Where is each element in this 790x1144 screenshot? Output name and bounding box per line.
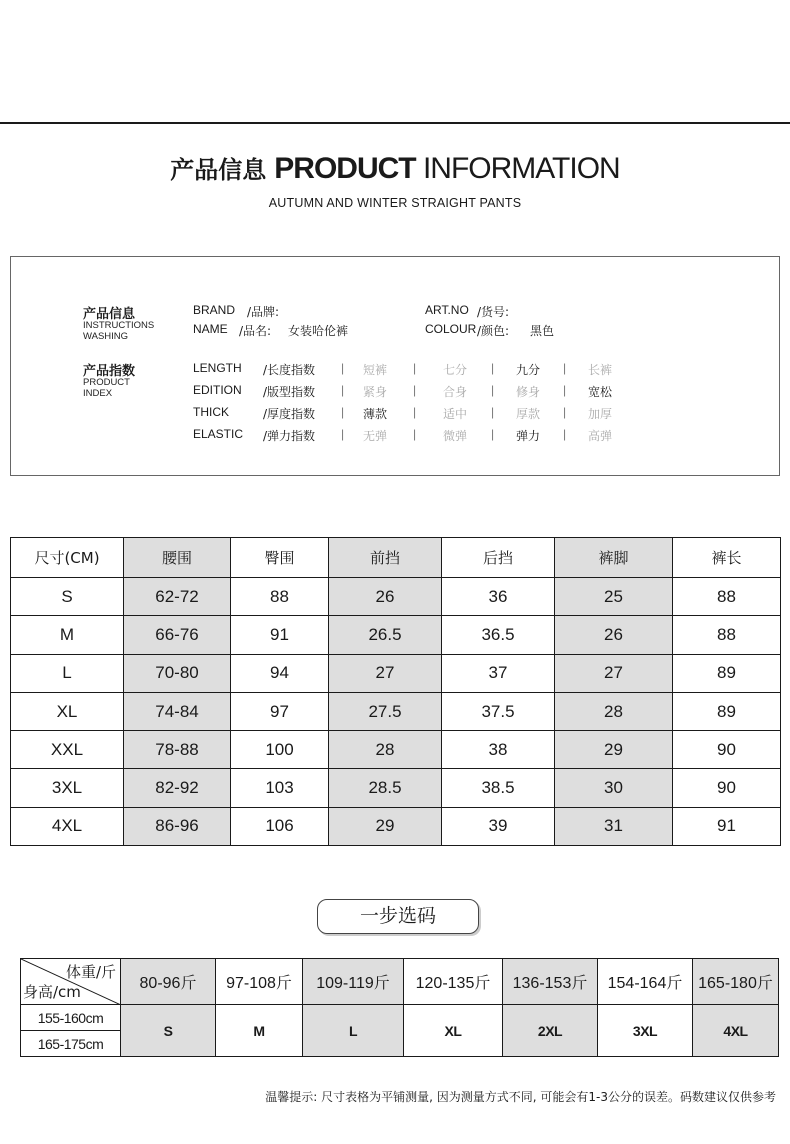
measure-cell: 100 <box>231 731 329 769</box>
size-label-cell: XL <box>11 692 124 730</box>
index-option-selected: 薄款 <box>363 407 388 421</box>
title-cn: 产品信息 <box>170 156 267 184</box>
product-info-box <box>10 256 780 476</box>
measure-cell: 97 <box>231 692 329 730</box>
measure-cell: 89 <box>673 654 781 692</box>
measure-cell: 90 <box>673 731 781 769</box>
brand-cn: /品牌: <box>247 305 280 319</box>
header-cell: 腰围 <box>124 538 231 578</box>
measure-cell: 88 <box>673 616 781 654</box>
recommended-size-cell: L <box>303 1005 404 1057</box>
height-cell: 165-175cm <box>21 1031 121 1057</box>
artno-cn: /货号: <box>477 305 510 319</box>
index-separator: | <box>491 383 495 397</box>
measure-cell: 74-84 <box>124 692 231 730</box>
section-info-en2: WASHING <box>83 331 129 342</box>
index-label-cn: /版型指数 <box>263 385 316 399</box>
index-separator: | <box>341 427 345 441</box>
name-label: NAME <box>193 322 228 336</box>
measure-cell: 91 <box>231 616 329 654</box>
measure-cell: 88 <box>231 578 329 616</box>
index-option: 高弹 <box>588 429 613 443</box>
measure-cell: 31 <box>555 807 673 845</box>
measure-cell: 62-72 <box>124 578 231 616</box>
measure-cell: 78-88 <box>124 731 231 769</box>
index-label-en: LENGTH <box>193 361 242 375</box>
name-cn: /品名: <box>239 324 272 338</box>
index-label-en: THICK <box>193 405 229 419</box>
table-row <box>11 692 781 730</box>
index-option: 微弹 <box>443 429 468 443</box>
measurement-note: 温馨提示: 尺寸表格为平铺测量, 因为测量方式不同, 可能会有1-3公分的误差。码数建议仅供参考 <box>265 1090 776 1104</box>
index-option: 加厚 <box>588 407 613 421</box>
table-row <box>11 769 781 807</box>
measure-cell: 91 <box>673 807 781 845</box>
size-label-cell: L <box>11 654 124 692</box>
table-row <box>11 807 781 845</box>
header-cell: 后挡 <box>442 538 555 578</box>
recommended-size-cell: 2XL <box>503 1005 598 1057</box>
index-option: 适中 <box>443 407 468 421</box>
artno-label: ART.NO <box>425 303 469 317</box>
measure-cell: 28 <box>555 692 673 730</box>
page-subtitle: AUTUMN AND WINTER STRAIGHT PANTS <box>268 196 522 210</box>
index-separator: | <box>413 405 417 419</box>
brand-label: BRAND <box>193 303 236 317</box>
size-label-cell: 4XL <box>11 807 124 845</box>
index-separator: | <box>491 427 495 441</box>
header-cell: 裤脚 <box>555 538 673 578</box>
measure-cell: 27 <box>329 654 442 692</box>
measure-cell: 29 <box>555 731 673 769</box>
section-info-cn: 产品信息 <box>83 307 136 322</box>
section-index-en1: PRODUCT <box>83 377 130 388</box>
measure-cell: 86-96 <box>124 807 231 845</box>
index-separator: | <box>563 361 567 375</box>
index-option: 无弹 <box>363 429 388 443</box>
weight-cell: 120-135斤 <box>404 959 503 1005</box>
header-cell: 臀围 <box>231 538 329 578</box>
index-option: 短裤 <box>363 363 388 377</box>
corner-weight-label: 体重/斤 <box>65 963 116 981</box>
height-cell: 155-160cm <box>21 1005 121 1031</box>
corner-height-label: 身高/cm <box>23 983 81 1001</box>
index-option-selected: 弹力 <box>516 429 541 443</box>
recommended-size-cell: S <box>121 1005 216 1057</box>
measure-cell: 39 <box>442 807 555 845</box>
measure-cell: 26 <box>329 578 442 616</box>
index-option: 七分 <box>443 363 468 377</box>
index-separator: | <box>563 405 567 419</box>
measure-cell: 89 <box>673 692 781 730</box>
corner-cell <box>21 959 121 1005</box>
measure-cell: 29 <box>329 807 442 845</box>
index-separator: | <box>563 427 567 441</box>
index-label-cn: /弹力指数 <box>263 429 316 443</box>
weight-cell: 80-96斤 <box>121 959 216 1005</box>
table-row <box>11 616 781 654</box>
measure-cell: 103 <box>231 769 329 807</box>
index-option: 厚款 <box>516 407 541 421</box>
size-picker-table <box>20 958 779 1057</box>
title-bold: PRODUCT <box>274 152 416 185</box>
weight-cell: 97-108斤 <box>216 959 303 1005</box>
header-cell: 裤长 <box>673 538 781 578</box>
index-separator: | <box>413 427 417 441</box>
measure-cell: 30 <box>555 769 673 807</box>
header-cell: 前挡 <box>329 538 442 578</box>
measure-cell: 26.5 <box>329 616 442 654</box>
index-label-en: EDITION <box>193 383 242 397</box>
page-title <box>0 150 790 186</box>
index-separator: | <box>413 361 417 375</box>
weight-cell: 154-164斤 <box>598 959 693 1005</box>
table-row <box>11 578 781 616</box>
table-row <box>11 654 781 692</box>
height-row <box>21 1005 779 1031</box>
top-divider <box>0 122 790 124</box>
measure-cell: 38.5 <box>442 769 555 807</box>
size-label-cell: S <box>11 578 124 616</box>
size-label-cell: 3XL <box>11 769 124 807</box>
size-table-header <box>11 538 781 578</box>
index-option-selected: 宽松 <box>588 385 613 399</box>
index-option: 修身 <box>516 385 541 399</box>
index-separator: | <box>341 361 345 375</box>
index-separator: | <box>563 383 567 397</box>
weight-row <box>21 959 779 1005</box>
measure-cell: 38 <box>442 731 555 769</box>
measure-cell: 26 <box>555 616 673 654</box>
measure-cell: 90 <box>673 769 781 807</box>
size-label-cell: M <box>11 616 124 654</box>
index-separator: | <box>341 405 345 419</box>
section-index-en2: INDEX <box>83 388 113 399</box>
index-label-cn: /长度指数 <box>263 363 316 377</box>
table-row <box>11 731 781 769</box>
index-option: 紧身 <box>363 385 388 399</box>
section-info-en1: INSTRUCTIONS <box>83 320 155 331</box>
weight-cell: 109-119斤 <box>303 959 404 1005</box>
index-label-cn: /厚度指数 <box>263 407 316 421</box>
measure-cell: 66-76 <box>124 616 231 654</box>
title-light: INFORMATION <box>422 152 620 185</box>
measure-cell: 106 <box>231 807 329 845</box>
index-separator: | <box>491 361 495 375</box>
measure-cell: 37 <box>442 654 555 692</box>
measure-cell: 94 <box>231 654 329 692</box>
size-chart-table <box>10 537 781 846</box>
section-index-cn: 产品指数 <box>83 364 136 379</box>
measure-cell: 27.5 <box>329 692 442 730</box>
measure-cell: 25 <box>555 578 673 616</box>
measure-cell: 70-80 <box>124 654 231 692</box>
index-option: 合身 <box>443 385 468 399</box>
index-label-en: ELASTIC <box>193 427 244 441</box>
weight-cell: 136-153斤 <box>503 959 598 1005</box>
index-option-selected: 九分 <box>516 363 541 377</box>
recommended-size-cell: 3XL <box>598 1005 693 1057</box>
measure-cell: 36 <box>442 578 555 616</box>
index-separator: | <box>341 383 345 397</box>
recommended-size-cell: M <box>216 1005 303 1057</box>
colour-label: COLOUR <box>425 322 477 336</box>
recommended-size-cell: 4XL <box>693 1005 779 1057</box>
index-separator: | <box>491 405 495 419</box>
measure-cell: 28.5 <box>329 769 442 807</box>
name-value: 女装哈伦裤 <box>288 324 349 338</box>
measure-cell: 88 <box>673 578 781 616</box>
recommended-size-cell: XL <box>404 1005 503 1057</box>
index-separator: | <box>413 383 417 397</box>
measure-cell: 28 <box>329 731 442 769</box>
size-label-cell: XXL <box>11 731 124 769</box>
colour-value: 黑色 <box>530 324 555 338</box>
measure-cell: 37.5 <box>442 692 555 730</box>
index-option: 长裤 <box>588 363 613 377</box>
measure-cell: 27 <box>555 654 673 692</box>
weight-cell: 165-180斤 <box>693 959 779 1005</box>
header-cell: 尺寸(CM) <box>11 538 124 578</box>
measure-cell: 82-92 <box>124 769 231 807</box>
measure-cell: 36.5 <box>442 616 555 654</box>
size-picker-title: 一步选码 <box>317 899 479 934</box>
colour-cn: /颜色: <box>477 324 510 338</box>
